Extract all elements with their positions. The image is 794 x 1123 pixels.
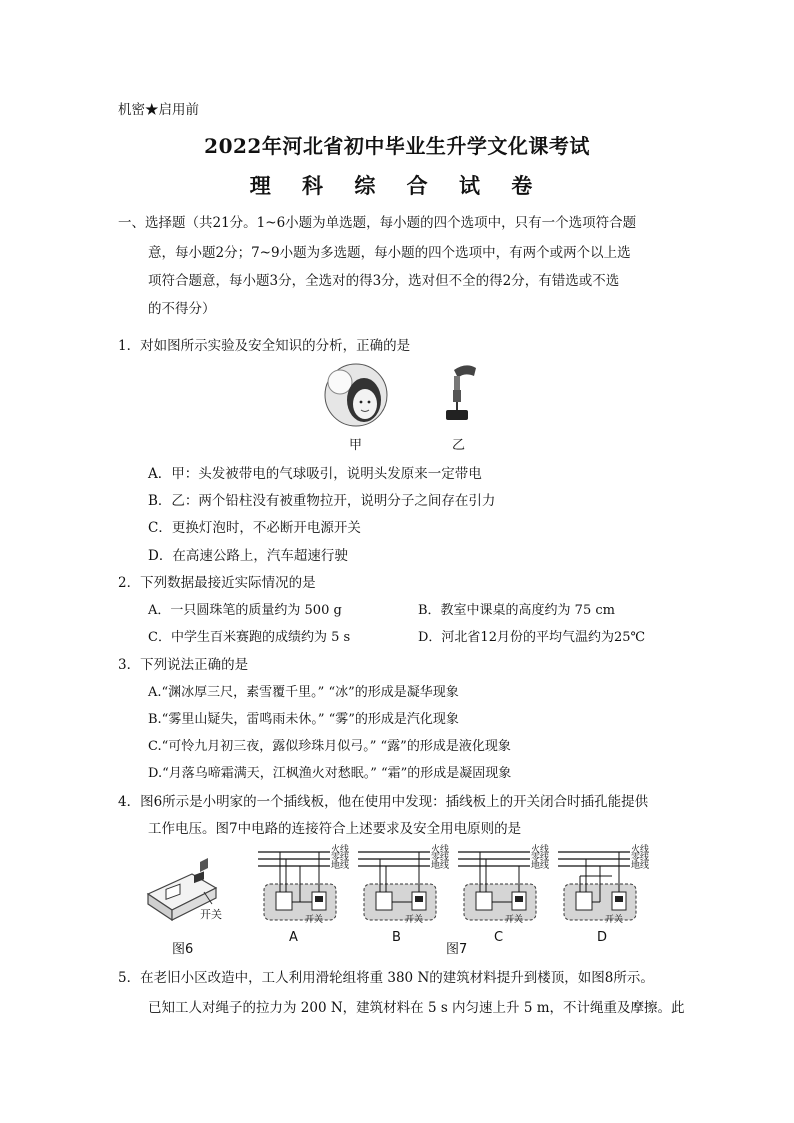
confidential-mark: 机密★启用前 (118, 102, 199, 118)
option-a: A．一只圆珠笔的质量约为 500 g (148, 603, 342, 618)
wire-labels (531, 846, 549, 870)
option-c: C．中学生百米赛跑的成绩约为 5 s (148, 630, 351, 645)
circuit-switch-label: 开关 (305, 915, 324, 925)
question-stem: 3．下列说法正确的是 (118, 657, 249, 673)
circuit-switch-label: 开关 (505, 915, 524, 925)
wire-label-neutral: 零线 (331, 853, 350, 863)
option-d: D.“月落乌啼霜满天，江枫渔火对愁眠。” “霜”的形成是凝固现象 (148, 766, 512, 781)
option-b: B．乙：两个铅柱没有被重物拉开，说明分子之间存在引力 (148, 493, 496, 509)
figure-6-caption: 图6 (172, 942, 194, 957)
option-b: B．教室中课桌的高度约为 75 cm (418, 603, 615, 618)
wire-labels (331, 846, 349, 870)
wire-label-ground: 地线 (431, 861, 450, 871)
circuit-label-d: D (597, 930, 608, 945)
wire-labels (431, 846, 449, 870)
instruction-line: 的不得分） (148, 301, 216, 317)
wire-label-neutral: 零线 (631, 853, 650, 863)
switch-label: 开关 (200, 908, 222, 921)
option-d: D．在高速公路上，汽车超速行驶 (148, 548, 348, 564)
option-a: A．甲：头发被带电的气球吸引，说明头发原来一定带电 (148, 466, 482, 482)
circuit-label-a: A (289, 930, 298, 945)
wire-label-live: 火线 (431, 845, 450, 855)
option-a: A.“渊冰厚三尺，素雪覆千里。” “冰”的形成是凝华现象 (148, 685, 459, 700)
wire-label-neutral: 零线 (531, 853, 550, 863)
wire-label-neutral: 零线 (431, 853, 450, 863)
wire-label-ground: 地线 (631, 861, 650, 871)
exam-title: 2022年河北省初中毕业生升学文化课考试 (204, 134, 590, 158)
figure-yi-lead-cylinders (440, 362, 484, 428)
wire-label-live: 火线 (331, 845, 350, 855)
instruction-line: 项符合题意，每小题3分，全选对的得3分，选对但不全的得2分，有错选或不选 (148, 273, 620, 289)
instruction-line: 意，每小题2分；7~9小题为多选题，每小题的四个选项中，有两个或两个以上选 (148, 245, 631, 261)
wire-labels (631, 846, 649, 870)
option-c: C.“可怜九月初三夜，露似珍珠月似弓。” “露”的形成是液化现象 (148, 739, 511, 754)
question-stem: 2．下列数据最接近实际情况的是 (118, 575, 316, 591)
question-stem-line: 5．在老旧小区改造中，工人利用滑轮组将重 380 N的建筑材料提升到楼顶，如图8所示。 (118, 970, 654, 986)
circuit-label-b: B (392, 930, 401, 945)
option-b: B.“雾里山疑失，雷鸣雨未休。” “雾”的形成是汽化现象 (148, 712, 459, 727)
circuit-switch-label: 开关 (405, 915, 424, 925)
wire-label-ground: 地线 (531, 861, 550, 871)
figure-7-caption: 图7 (446, 942, 468, 957)
circuit-label-c: C (494, 930, 504, 945)
exam-subtitle: 理 科 综 合 试 卷 (249, 173, 545, 198)
figure-jia-balloon-girl (320, 362, 392, 428)
question-stem-line: 工作电压。图7中电路的连接符合上述要求及安全用电原则的是 (148, 821, 522, 837)
wire-label-live: 火线 (531, 845, 550, 855)
figure-label-yi: 乙 (452, 438, 466, 453)
wire-label-live: 火线 (631, 845, 650, 855)
question-stem-line: 已知工人对绳子的拉力为 200 N，建筑材料在 5 s 内匀速上升 5 m，不计绳重及摩擦。此 (148, 1000, 685, 1016)
question-stem-line: 4．图6所示是小明家的一个插线板，他在使用中发现：插线板上的开关闭合时插孔能提供 (118, 794, 649, 810)
instruction-line: 一、选择题（共21分。1~6小题为单选题，每小题的四个选项中，只有一个选项符合题 (118, 215, 637, 231)
question-stem: 1．对如图所示实验及安全知识的分析，正确的是 (118, 338, 411, 354)
wire-label-ground: 地线 (331, 861, 350, 871)
circuit-switch-label: 开关 (605, 915, 624, 925)
option-c: C．更换灯泡时，不必断开电源开关 (148, 520, 361, 536)
figure-label-jia: 甲 (349, 438, 363, 453)
option-d: D．河北省12月份的平均气温约为25℃ (418, 630, 646, 645)
